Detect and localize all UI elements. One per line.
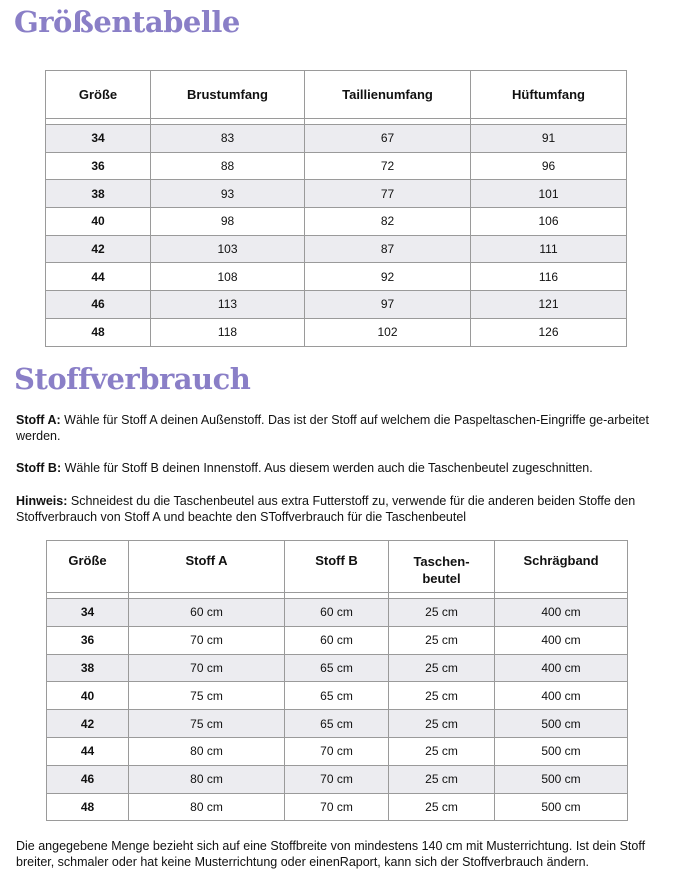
waist-cell: 72 — [305, 152, 471, 180]
table-row — [47, 793, 628, 821]
taschenbeutel-cell: 25 cm — [389, 599, 495, 627]
waist-header: Taillienumfang — [305, 71, 471, 119]
schraegband-cell: 500 cm — [495, 737, 628, 765]
stoff-a-cell: 80 cm — [129, 737, 285, 765]
taschenbeutel-cell: 25 cm — [389, 710, 495, 738]
bust-cell: 113 — [151, 291, 305, 319]
bust-cell: 108 — [151, 263, 305, 291]
taschenbeutel-cell: 25 cm — [389, 626, 495, 654]
hinweis-label: Hinweis: — [16, 494, 68, 508]
taschenbeutel-header: Taschen-beutel — [389, 541, 495, 593]
stoff-b-cell: 65 cm — [285, 654, 389, 682]
size-cell: 44 — [46, 263, 151, 291]
waist-cell: 82 — [305, 208, 471, 236]
size-header: Größe — [46, 71, 151, 119]
stoff-a-cell: 80 cm — [129, 793, 285, 821]
taschenbeutel-cell: 25 cm — [389, 654, 495, 682]
stoff-a-paragraph — [16, 412, 664, 444]
schraegband-cell: 400 cm — [495, 682, 628, 710]
stoff-b-header: Stoff B — [285, 541, 389, 593]
schraegband-cell: 500 cm — [495, 710, 628, 738]
stoff-b-cell: 60 cm — [285, 599, 389, 627]
bust-cell: 103 — [151, 235, 305, 263]
table-row — [47, 626, 628, 654]
table-row — [46, 208, 627, 236]
table-row — [46, 263, 627, 291]
bust-cell: 88 — [151, 152, 305, 180]
stoff-b-text: Wähle für Stoff B deinen Innenstoff. Aus diesem werden auch die Taschenbeutel zugeschnitten. — [61, 461, 593, 475]
stoff-a-cell: 75 cm — [129, 710, 285, 738]
stoff-b-cell: 65 cm — [285, 710, 389, 738]
table-row — [46, 125, 627, 153]
size-cell: 38 — [46, 180, 151, 208]
size-cell: 46 — [46, 291, 151, 319]
table-row — [47, 682, 628, 710]
size-cell: 34 — [46, 125, 151, 153]
waist-cell: 67 — [305, 125, 471, 153]
size-cell: 40 — [46, 208, 151, 236]
size-cell: 36 — [47, 626, 129, 654]
hip-cell: 106 — [471, 208, 627, 236]
waist-cell: 87 — [305, 235, 471, 263]
size-cell: 48 — [47, 793, 129, 821]
taschenbeutel-cell: 25 cm — [389, 793, 495, 821]
taschenbeutel-cell: 25 cm — [389, 765, 495, 793]
fabric-size-header: Größe — [47, 541, 129, 593]
stoff-b-paragraph — [16, 460, 664, 476]
table-row — [46, 152, 627, 180]
waist-cell: 92 — [305, 263, 471, 291]
fabric-title: Stoffverbrauch — [14, 362, 251, 396]
fabric-footer-note: Die angegebene Menge bezieht sich auf eine Stoffbreite von mindestens 140 cm mit Musterrichtung. Ist dein Stoff breiter, schmaler oder hat keine Musterrichtung oder einenRaport, kann sich der Stoffverbrauch ändern. — [16, 839, 646, 869]
hinweis-text: Schneidest du die Taschenbeutel aus extra Futterstoff zu, verwende für die anderen beiden Stoffe den Stoffverbrauch von Stoff A und beachte den SToffverbrauch für die Taschenbeutel — [16, 494, 636, 524]
stoff-b-label: Stoff B: — [16, 461, 62, 475]
bust-cell: 93 — [151, 180, 305, 208]
size-cell: 38 — [47, 654, 129, 682]
taschenbeutel-cell: 25 cm — [389, 682, 495, 710]
size-cell: 46 — [47, 765, 129, 793]
size-cell: 42 — [46, 235, 151, 263]
size-chart-table — [45, 70, 627, 347]
stoff-b-cell: 60 cm — [285, 626, 389, 654]
stoff-a-cell: 60 cm — [129, 599, 285, 627]
bust-cell: 83 — [151, 125, 305, 153]
bust-cell: 98 — [151, 208, 305, 236]
waist-cell: 97 — [305, 291, 471, 319]
size-cell: 42 — [47, 710, 129, 738]
schraegband-cell: 400 cm — [495, 654, 628, 682]
bust-header: Brustumfang — [151, 71, 305, 119]
size-cell: 34 — [47, 599, 129, 627]
hip-cell: 121 — [471, 291, 627, 319]
fabric-table — [46, 540, 628, 821]
waist-cell: 102 — [305, 318, 471, 346]
schraegband-cell: 400 cm — [495, 626, 628, 654]
stoff-a-cell: 70 cm — [129, 626, 285, 654]
table-row — [47, 654, 628, 682]
waist-cell: 77 — [305, 180, 471, 208]
schraegband-cell: 500 cm — [495, 793, 628, 821]
hip-header: Hüftumfang — [471, 71, 627, 119]
table-row — [46, 180, 627, 208]
size-cell: 36 — [46, 152, 151, 180]
table-row — [47, 599, 628, 627]
stoff-a-header: Stoff A — [129, 541, 285, 593]
table-row — [46, 318, 627, 346]
stoff-b-cell: 70 cm — [285, 793, 389, 821]
hip-cell: 126 — [471, 318, 627, 346]
hinweis-paragraph — [16, 493, 664, 525]
table-row — [47, 710, 628, 738]
size-cell: 44 — [47, 737, 129, 765]
schraegband-cell: 400 cm — [495, 599, 628, 627]
stoff-a-text: Wähle für Stoff A deinen Außenstoff. Das ist der Stoff auf welchem die Paspeltaschen-Eingriffe ge-arbeitet werden. — [16, 413, 649, 443]
stoff-a-cell: 70 cm — [129, 654, 285, 682]
taschenbeutel-cell: 25 cm — [389, 737, 495, 765]
hip-cell: 91 — [471, 125, 627, 153]
hip-cell: 111 — [471, 235, 627, 263]
stoff-b-cell: 70 cm — [285, 765, 389, 793]
size-cell: 48 — [46, 318, 151, 346]
stoff-a-cell: 80 cm — [129, 765, 285, 793]
table-row — [47, 737, 628, 765]
hip-cell: 116 — [471, 263, 627, 291]
table-row — [46, 291, 627, 319]
table-row — [46, 235, 627, 263]
hip-cell: 96 — [471, 152, 627, 180]
stoff-b-cell: 65 cm — [285, 682, 389, 710]
stoff-b-cell: 70 cm — [285, 737, 389, 765]
stoff-a-cell: 75 cm — [129, 682, 285, 710]
hip-cell: 101 — [471, 180, 627, 208]
size-cell: 40 — [47, 682, 129, 710]
schraegband-header: Schrägband — [495, 541, 628, 593]
size-chart-title: Größentabelle — [14, 5, 240, 39]
bust-cell: 118 — [151, 318, 305, 346]
schraegband-cell: 500 cm — [495, 765, 628, 793]
table-row — [47, 765, 628, 793]
stoff-a-label: Stoff A: — [16, 413, 61, 427]
